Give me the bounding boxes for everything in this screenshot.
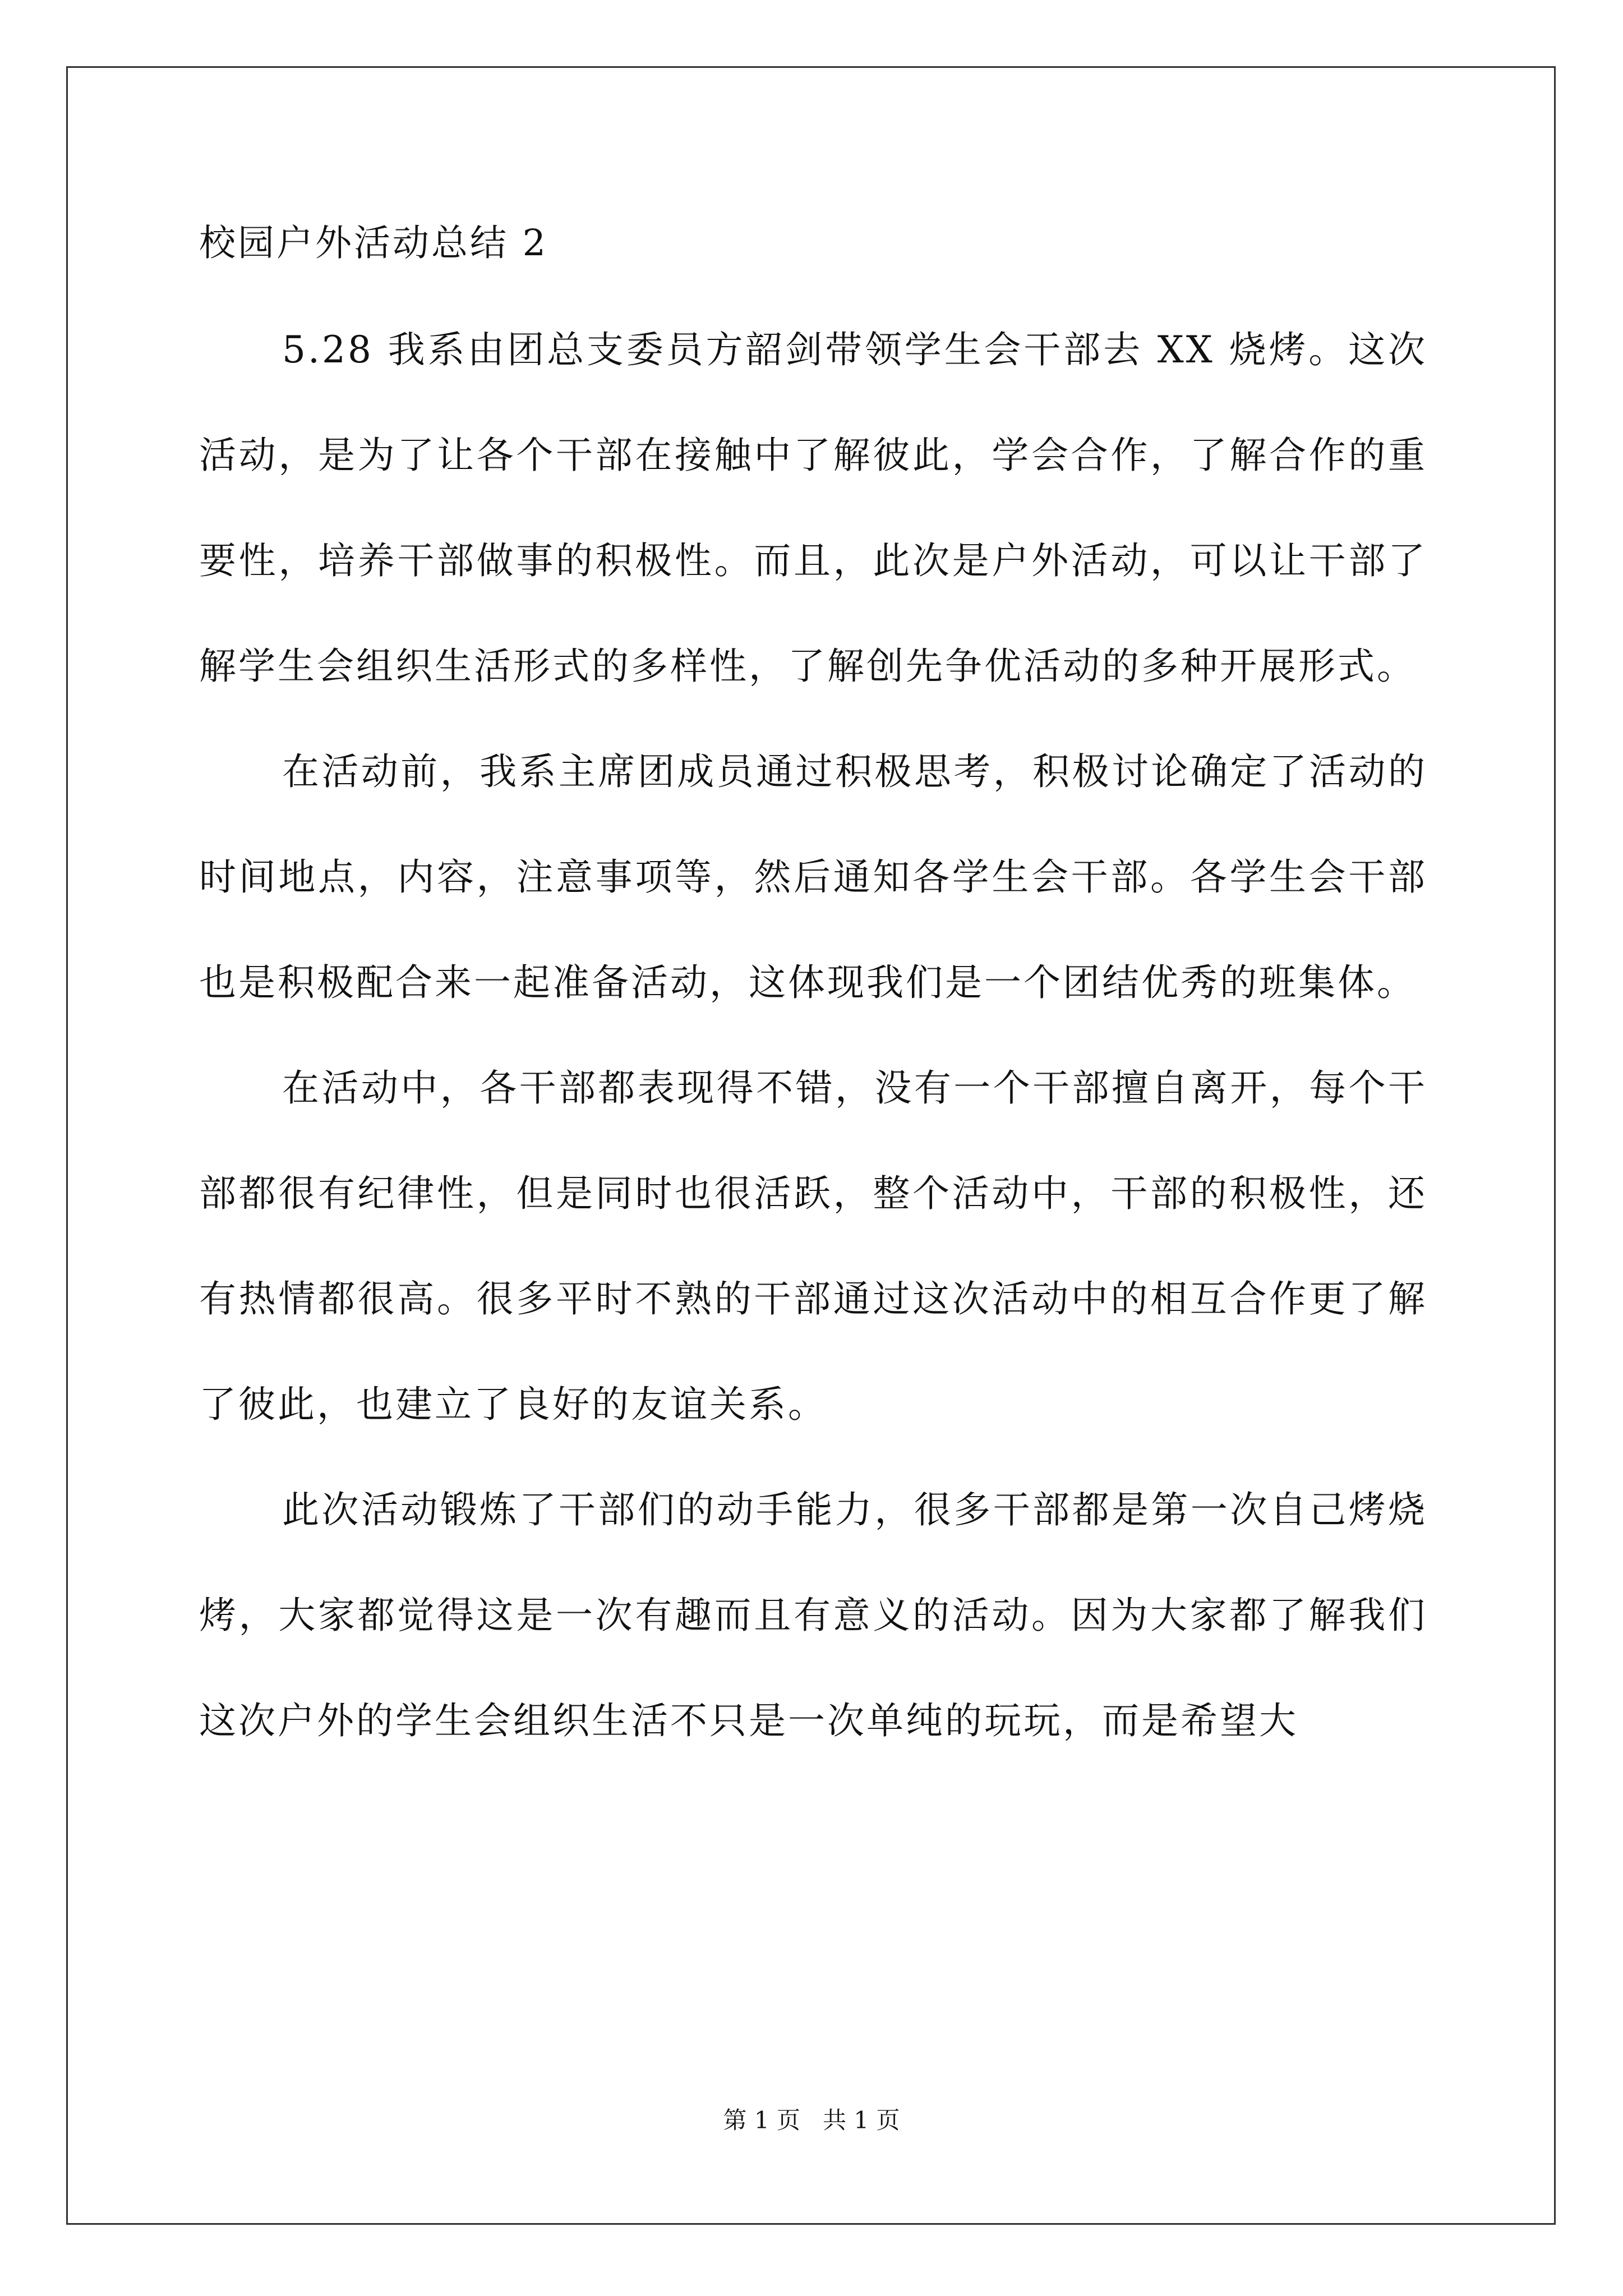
page-number-footer: 第 1 页 共 1 页	[723, 2106, 900, 2134]
document-title: 校园户外活动总结 2	[199, 222, 548, 264]
paragraph-2: 在活动前，我系主席团成员通过积极思考，积极讨论确定了活动的时间地点，内容，注意事项等，然后通知各学生会干部。各学生会干部也是积极配合来一起准备活动，这体现我们是一个团结优秀的班集体。	[199, 750, 1427, 1004]
paragraph-1: 5.28 我系由团总支委员方韶剑带领学生会干部去 XX 烧烤。这次活动，是为了让各个干部在接触中了解彼此，学会合作，了解合作的重要性，培养干部做事的积极性。而且，此次是户外活动，可以让干部了解学生会组织生活形式的多样性，了解创先争优活动的多种开展形式。	[199, 328, 1427, 688]
paragraph-3: 在活动中，各干部都表现得不错，没有一个干部擅自离开，每个干部都很有纪律性，但是同时也很活跃，整个活动中，干部的积极性，还有热情都很高。很多平时不熟的干部通过这次活动中的相互合作更了解了彼此，也建立了良好的友谊关系。	[199, 1066, 1427, 1426]
document-body	[199, 222, 1427, 1774]
paragraph-4: 此次活动锻炼了干部们的动手能力，很多干部都是第一次自己烤烧烤，大家都觉得这是一次有趣而且有意义的活动。因为大家都了解我们这次户外的学生会组织生活不只是一次单纯的玩玩，而是希望大	[199, 1488, 1427, 1742]
